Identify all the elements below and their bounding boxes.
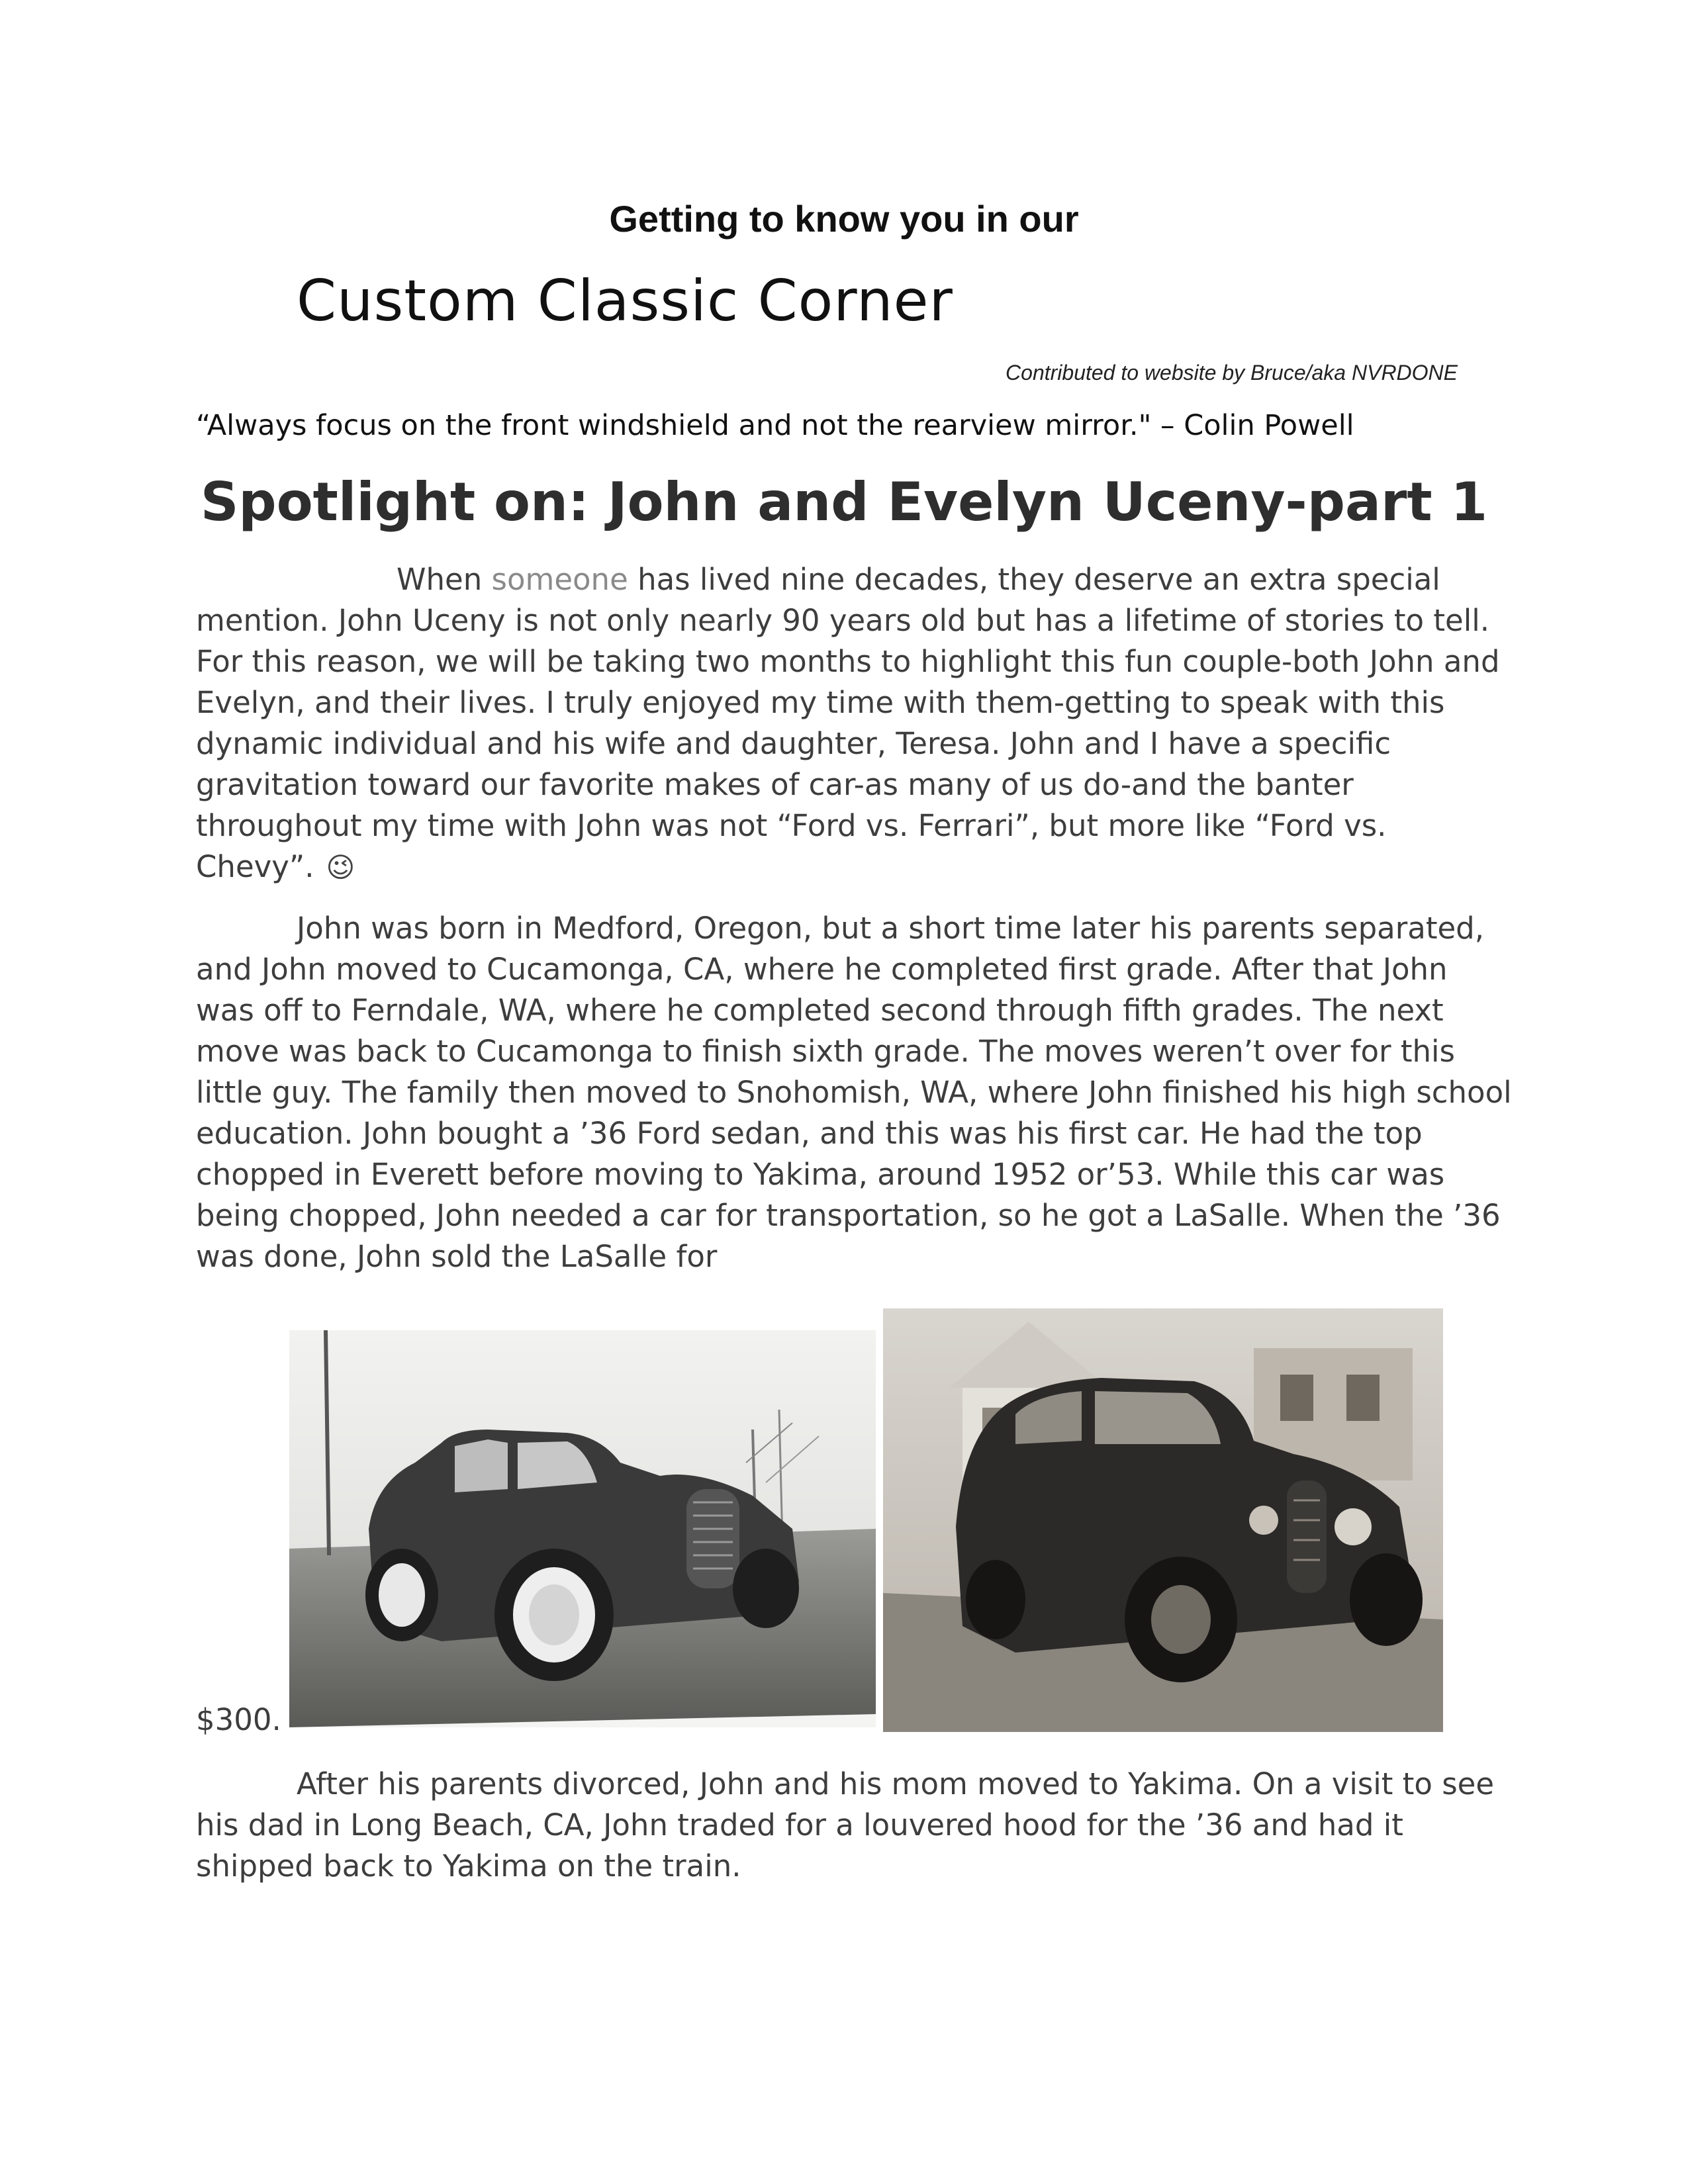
kicker-heading: Getting to know you in our <box>609 198 1079 240</box>
price-text: $300. <box>196 1702 281 1737</box>
ford-sedan-photo <box>289 1330 876 1727</box>
paragraph-1: When someone has lived nine decades, they deserve an extra special mention. John Uceny is not only nearly 90 years old but has a lifetime of stories to tell. For this reason, we will be taking two months to highlight this fun couple-both John and Evelyn, and their lives. I truly enjoyed my time with them-getting to speak with this dynamic individual and his wife and daughter, Teresa. John and I have a specific gravitation toward our favorite makes of car-as many of us do-and the banter throughout my time with John was not “Ford vs. Ferrari”, but more like “Ford vs. Chevy”. 😉 <box>196 562 1500 884</box>
wink-emoji-icon: 😉 <box>326 851 355 884</box>
quote: “Always focus on the front windshield and not the rearview mirror." – Colin Powell <box>196 409 1354 442</box>
contributor-credit: Contributed to website by Bruce/aka NVRDONE <box>1006 361 1458 385</box>
section-title: Custom Classic Corner <box>297 268 953 334</box>
lasalle-photo <box>883 1308 1443 1732</box>
paragraph-3: After his parents divorced, John and his mom moved to Yakima. On a visit to see his dad in Long Beach, CA, John traded for a louvered hood for the ’36 and had it shipped back to Yakima on the train. <box>196 1766 1495 1884</box>
paragraph-2: John was born in Medford, Oregon, but a short time later his parents separated, and John moved to Cucamonga, CA, where he completed first grade. After that John was off to Ferndale, WA, where he completed second through fifth grades. The next move was back to Cucamonga to finish sixth grade. The moves weren’t over for this little guy. The family then moved to Snohomish, WA, where John finished his high school education. John bought a ’36 Ford sedan, and this was his first car. He had the top chopped in Everett before moving to Yakima, around 1952 or’53. While this car was being chopped, John needed a car for transportation, so he got a LaSalle. When the ’36 was done, John sold the LaSalle for <box>196 911 1512 1274</box>
highlighted-word: someone <box>491 562 628 597</box>
article-title: Spotlight on: John and Evelyn Uceny-part 1 <box>200 471 1488 533</box>
